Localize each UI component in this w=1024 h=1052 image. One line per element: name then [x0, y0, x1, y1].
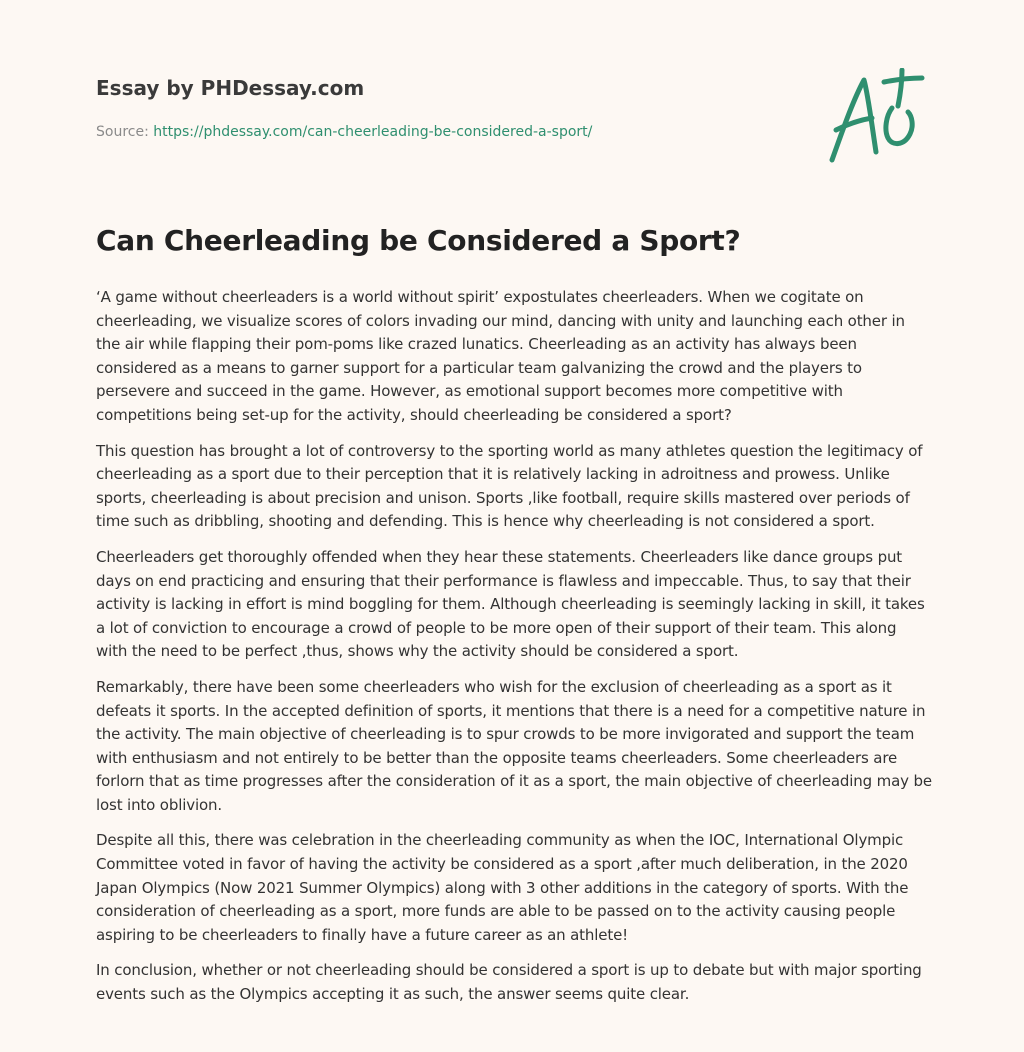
- paragraph: In conclusion, whether or not cheerleading should be considered a sport is up to debate but with major sporting events such as the Olympics accepting it as such, the answer seems quite clear.: [96, 961, 922, 1004]
- paragraph: Remarkably, there have been some cheerleaders who wish for the exclusion of cheerleading as a sport as it defeats it sports. In the accepted definition of sports, it mentions that there is a need for a competitive nature in the activity. The main objective of cheerleading is to spur crowds to be more invigorated and support the team with enthusiasm and not entirely to be better than the opposite teams cheerleaders. Some cheerleaders are forlorn that as time progresses after the consideration of it as a sport, the main objective of cheerleading may be lost into oblivion.: [96, 677, 932, 814]
- a-plus-logo-icon: [826, 68, 926, 164]
- page-header: [96, 0, 936, 180]
- paragraph: Cheerleaders get thoroughly offended when they hear these statements. Cheerleaders like dance groups put days on end practicing and ensuring that their performance is flawless and impeccable. Thus, to say that their activity is lacking in effort is mind boggling for them. Although cheerleading is seemingly lacking in skill, it takes a lot of conviction to encourage a crowd of people to be more open of their support of their team. This along with the need to be perfect ,thus, shows why the activity should be considered a sport.: [96, 547, 925, 661]
- paragraph: ‘A game without cheerleaders is a world without spirit’ expostulates cheerleaders. When we cogitate on cheerleading, we visualize scores of colors invading our mind, dancing with unity and launching each other in the air while flapping their pom-poms like crazed lunatics. Cheerleading as an activity has always been considered as a means to garner support for a particular team galvanizing the crowd and the players to persevere and succeed in the game. However, as emotional support becomes more competitive with competitions being set-up for the activity, should cheerleading be considered a sport?: [96, 288, 905, 424]
- source-link[interactable]: https://phdessay.com/can-cheerleading-be-considered-a-sport/: [153, 124, 593, 140]
- paragraph: Despite all this, there was celebration in the cheerleading community as when the IOC, International Olympic Committee voted in favor of having the activity be considered as a sport ,after much deliberation, in the 2020 Japan Olympics (Now 2021 Summer Olympics) along with 3 other additions in the category of sports. With the consideration of cheerleading as a sport, more funds are able to be passed on to the activity causing people aspiring to be cheerleaders to finally have a future career as an athlete!: [96, 831, 909, 944]
- source-label: Source:: [96, 124, 154, 140]
- essay-body: [96, 286, 932, 1019]
- site-brand: Essay by PHDessay.com: [96, 76, 365, 100]
- page-title: Can Cheerleading be Considered a Sport?: [96, 224, 741, 257]
- paragraph: This question has brought a lot of controversy to the sporting world as many athletes question the legitimacy of cheerleading as a sport due to their perception that it is relatively lacking in adroitness and prowess. Unlike sports, cheerleading is about precision and unison. Sports ,like football, require skills mastered over periods of time such as dribbling, shooting and defending. This is hence why cheerleading is not considered a sport.: [96, 441, 923, 531]
- source-line: [96, 124, 592, 140]
